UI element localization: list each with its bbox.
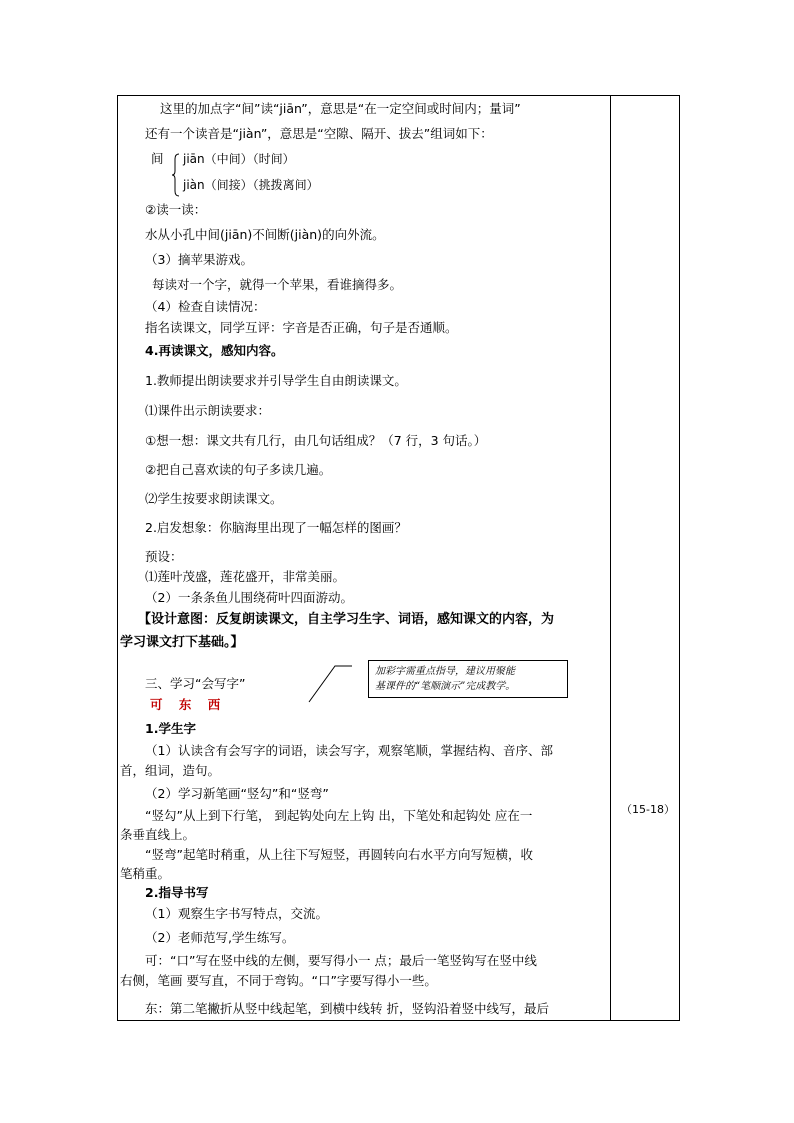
text-line: 1.教师提出朗读要求并引导学生自由朗读课文。 <box>145 373 407 388</box>
callout-text: 基课件的“笔顺演示”完成教学。 <box>375 681 516 692</box>
text-line: “竖勾”从上到下行笔， 到起钩处向左上钩 出，下笔处和起钩处 应在一 <box>145 808 533 823</box>
text-line: （2）老师范写,学生练写。 <box>145 930 295 945</box>
text-line: ⑵学生按要求朗读课文。 <box>145 491 283 506</box>
text-line: 这里的加点字“间”读“jiān”，意思是“在一定空间或时间内；量词” <box>160 101 521 116</box>
highlight-characters: 可 东 西 <box>150 697 227 712</box>
section-heading: 三、学习“会写字” <box>145 676 246 691</box>
brace-icon <box>172 153 180 197</box>
text-line: （1）认读含有会写字的词语，读会写字，观察笔顺，掌握结构、音序、部 <box>145 743 553 758</box>
text-line: （2）一条条鱼儿围绕荷叶四面游动。 <box>145 590 353 605</box>
text-line: 2.启发想象：你脑海里出现了一幅怎样的图画？ <box>145 520 407 535</box>
design-intent: 学习课文打下基础。】 <box>120 635 244 650</box>
time-allocation: （15-18） <box>621 803 675 816</box>
text-line: 首，组词，造句。 <box>120 763 221 778</box>
text-line: 每读对一个字，就得一个苹果，看谁摘得多。 <box>152 277 403 292</box>
pronunciation-1: jiān（中间）（时间） <box>183 152 295 166</box>
text-line: ⑴莲叶茂盛，莲花盛开，非常美丽。 <box>145 569 346 584</box>
text-line: 可：“口”写在竖中线的左侧，要写得小一 点；最后一笔竖钩写在竖中线 <box>145 953 537 968</box>
section-heading: 4.再读课文，感知内容。 <box>145 343 284 358</box>
text-line: 右侧，笔画 要写直，不同于弯钩。“口”字要写得小一些。 <box>120 973 437 988</box>
text-line: 指名读课文，同学互评：字音是否正确，句子是否通顺。 <box>145 320 458 335</box>
text-line: 东：第二笔撇折从竖中线起笔，到横中线转 折，竖钩沿着竖中线写，最后 <box>145 1001 549 1016</box>
polyphone-char: 间 <box>151 151 164 166</box>
text-line: 条垂直线上。 <box>120 827 196 842</box>
text-line: 笔稍重。 <box>120 866 171 881</box>
callout-text: 加彩字需重点指导，建议用聚能 <box>375 666 515 677</box>
text-line: 预设： <box>145 549 183 564</box>
text-line: 水从小孔中间(jiān)不间断(jiàn)的向外流。 <box>145 227 385 242</box>
text-line: ①想一想：课文共有几行，由几句话组成？（7 行，3 句话。） <box>145 433 487 448</box>
text-line: ⑴课件出示朗读要求： <box>145 403 271 418</box>
column-divider <box>610 95 611 1021</box>
design-intent: 【设计意图：反复朗读课文，自主学习生字、词语，感知课文的内容，为 <box>138 612 555 627</box>
pronunciation-2: jiàn（间接）（挑拨离间） <box>183 178 319 192</box>
text-line: ②读一读： <box>145 202 207 217</box>
text-line: （1）观察生字书写特点，交流。 <box>145 906 328 921</box>
text-line: ②把自己喜欢读的句子多读几遍。 <box>145 462 332 477</box>
text-line: “竖弯”起笔时稍重，从上往下写短竖，再圆转向右水平方向写短横，收 <box>145 847 533 862</box>
subheading: 2.指导书写 <box>145 885 209 900</box>
text-line: （2）学习新笔画“竖勾”和“竖弯” <box>145 786 329 801</box>
text-line: （4）检查自读情况： <box>145 299 266 314</box>
text-line: （3）摘苹果游戏。 <box>145 252 253 267</box>
teaching-tip-callout <box>368 660 568 698</box>
callout-pointer <box>308 665 356 705</box>
text-line: 还有一个读音是“jiàn”，意思是“空隙、隔开、拔去”组词如下： <box>145 126 493 141</box>
subheading: 1.学生字 <box>145 721 196 736</box>
